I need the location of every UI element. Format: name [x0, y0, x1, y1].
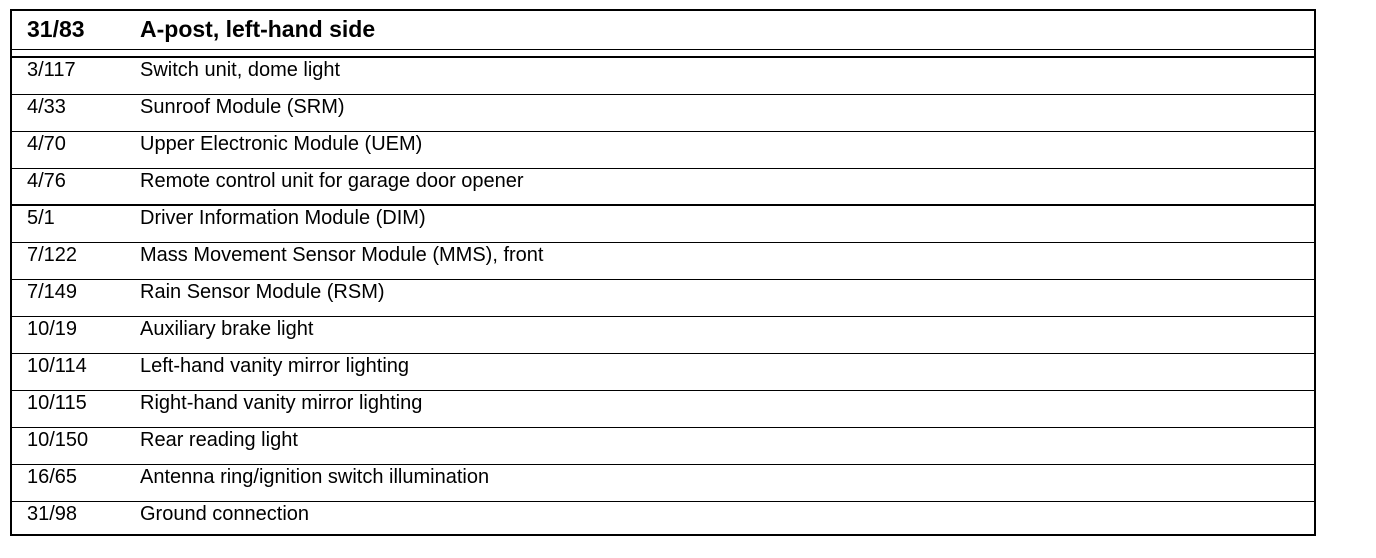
- row-code: 10/115: [27, 392, 87, 414]
- table-row: [12, 465, 1314, 502]
- row-code: 4/33: [27, 96, 66, 118]
- header-code: 31/83: [27, 16, 85, 42]
- row-description: Sunroof Module (SRM): [140, 96, 345, 118]
- table-body: [12, 58, 1314, 539]
- table-header: [12, 11, 1314, 51]
- row-description: Right-hand vanity mirror lighting: [140, 392, 423, 414]
- table-row: [12, 58, 1314, 95]
- table-row: [12, 132, 1314, 169]
- row-code: 10/114: [27, 355, 87, 377]
- table-row: [12, 95, 1314, 132]
- table-row: [12, 280, 1314, 317]
- row-code: 7/149: [27, 281, 78, 303]
- header-divider: [12, 49, 1314, 50]
- row-description: Switch unit, dome light: [140, 59, 341, 81]
- component-table: [10, 9, 1316, 536]
- row-description: Driver Information Module (DIM): [140, 207, 426, 229]
- table-row: [12, 354, 1314, 391]
- row-description: Ground connection: [140, 503, 310, 525]
- row-code: 5/1: [27, 207, 55, 229]
- row-code: 31/98: [27, 503, 78, 525]
- row-code: 7/122: [27, 244, 78, 266]
- row-description: Mass Movement Sensor Module (MMS), front: [140, 244, 544, 266]
- row-description: Antenna ring/ignition switch illumination: [140, 466, 490, 488]
- table-row: [12, 243, 1314, 280]
- table-row: [12, 169, 1314, 206]
- row-description: Upper Electronic Module (UEM): [140, 133, 423, 155]
- row-code: 16/65: [27, 466, 78, 488]
- row-code: 4/70: [27, 133, 66, 155]
- row-description: Auxiliary brake light: [140, 318, 314, 340]
- table-row: [12, 206, 1314, 243]
- row-description: Rear reading light: [140, 429, 298, 451]
- row-code: 10/19: [27, 318, 78, 340]
- row-description: Left-hand vanity mirror lighting: [140, 355, 410, 377]
- row-description: Rain Sensor Module (RSM): [140, 281, 385, 303]
- table-row: [12, 502, 1314, 539]
- row-code: 4/76: [27, 170, 66, 192]
- header-title: A-post, left-hand side: [140, 16, 376, 42]
- table-row: [12, 428, 1314, 465]
- row-description: Remote control unit for garage door opener: [140, 170, 524, 192]
- table-row: [12, 317, 1314, 354]
- row-code: 3/117: [27, 59, 76, 81]
- row-code: 10/150: [27, 429, 89, 451]
- table-row: [12, 391, 1314, 428]
